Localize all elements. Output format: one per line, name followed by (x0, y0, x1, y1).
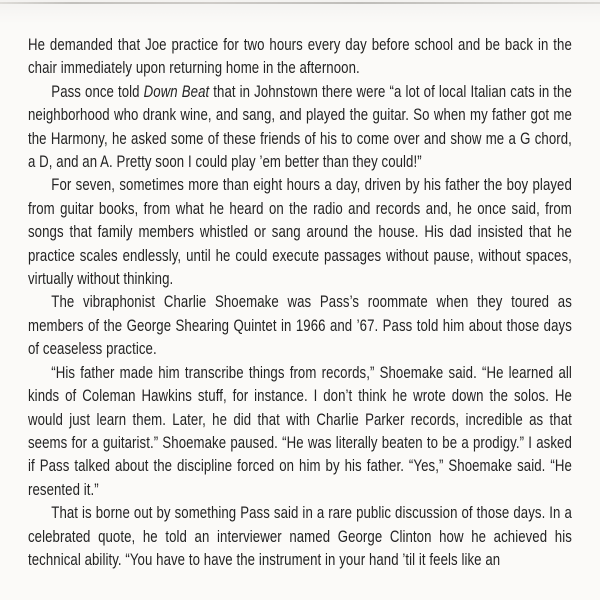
paragraph (28, 290, 572, 360)
text-segment: For seven, sometimes more than eight hours a day, driven by his father the boy played from guitar books, from what he heard on the radio and records and, he once said, from songs that family members whistled or sang around the house. His dad insisted that he practice scales endlessly, until he could execute passages without pause, without spaces, virtually without thinking. (28, 175, 572, 289)
text-segment: That is borne out by something Pass said in a rare public discussion of those days. In a celebrated quote, he told an interviewer named George Clinton how he achieved his technical ability. “You have to have the instrument in your hand ’til it feels like an (28, 503, 572, 569)
italic-publication-title: Down Beat (143, 81, 210, 101)
paragraph (28, 501, 572, 571)
text-segment: “His father made him transcribe things from records,” Shoemake said. “He learned all kinds of Coleman Hawkins stuff, for instance. I don’t think he wrote down the solos. He would just learn them. Later, he did that with Charlie Parker records, incredible as that seems for a guitarist.” Shoemake paused. “He was literally beaten to be a prodigy.” I asked if Pass talked about the discipline forced on him by his father. “Yes,” Shoemake said. “He resented it.” (28, 362, 572, 499)
text-segment: The vibraphonist Charlie Shoemake was Pass’s roommate when they toured as members of the George Shearing Quintet in 1966 and ’67. Pass told him about those days of ceaseless practice. (28, 292, 572, 359)
text-segment: that in Johnstown there were “a lot of local Italian cats in the neighborhood who drank wine, and sang, and played the guitar. So when my father got me the Harmony, he asked some of these friends of his to come over and show me a G chord, a D, and an A. Pretty soon I could play ’em better than they could!” (28, 81, 572, 172)
text-segment: Pass once told (51, 81, 144, 101)
paragraph (28, 361, 572, 501)
page-text (28, 33, 572, 571)
text-segment: He demanded that Joe practice for two hours every day before school and be back in the chair immediately upon returning home in the afternoon. (28, 35, 572, 78)
paragraph (28, 80, 572, 174)
paragraph (28, 173, 572, 290)
page-top-edge (0, 2, 600, 4)
paragraph (28, 33, 572, 80)
